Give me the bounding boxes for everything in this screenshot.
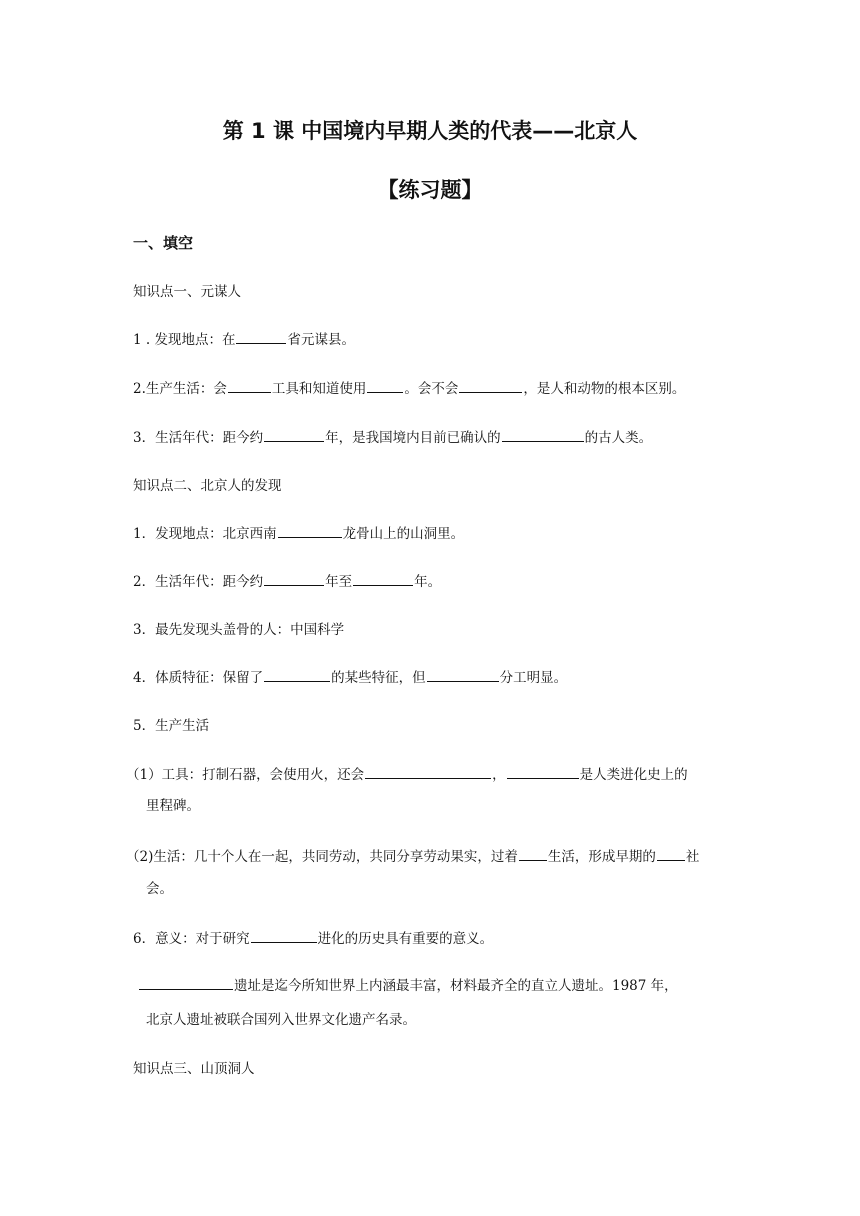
answer-blank[interactable] (139, 988, 233, 990)
question-kp2-5: 5．生产生活 (133, 718, 210, 734)
question-text: 工具和知道使用 (271, 381, 367, 397)
knowledge-point-heading: 知识点一、元谋人 (133, 284, 241, 300)
question-continuation: 里程碑。 (146, 798, 200, 814)
question-continuation: 会。 (146, 881, 173, 897)
answer-blank[interactable] (264, 440, 324, 442)
question-text: 年。 (414, 574, 442, 590)
question-text: 省元谋县。 (287, 332, 355, 348)
question-text: 1．发现地点：北京西南 (133, 526, 277, 542)
question-kp1-3 (133, 426, 652, 446)
question-kp2-7 (138, 974, 678, 994)
question-kp2-5-1 (126, 763, 688, 783)
question-text: 3．生活年代：距今约 (133, 430, 264, 446)
question-text: 1 . 发现地点：在 (133, 332, 236, 348)
answer-blank[interactable] (367, 391, 403, 393)
question-kp2-2 (133, 570, 441, 590)
question-text: 生活，形成早期的 (547, 849, 656, 865)
question-text: （1）工具：打制石器，会使用火，还会 (126, 767, 365, 783)
question-kp1-1 (133, 328, 355, 348)
knowledge-point-heading: 知识点二、北京人的发现 (133, 478, 282, 494)
answer-blank[interactable] (353, 584, 413, 586)
question-text: 分工明显。 (499, 670, 568, 686)
answer-blank[interactable] (507, 777, 579, 779)
question-kp2-1 (133, 522, 464, 542)
page-subtitle: 【练习题】 (377, 178, 483, 202)
question-text: 2.生产生活：会 (133, 381, 227, 397)
question-text: 2．生活年代：距今约 (133, 574, 264, 590)
question-text: （2)生活：几十个人在一起，共同劳动，共同分享劳动果实，过着 (126, 849, 518, 865)
question-kp2-4 (133, 666, 567, 686)
answer-blank[interactable] (264, 680, 330, 682)
answer-blank[interactable] (251, 941, 317, 943)
question-text: 6．意义：对于研究 (133, 931, 250, 947)
question-text: 。会不会 (404, 381, 459, 397)
section-heading: 一、填空 (133, 234, 194, 252)
question-kp2-6 (133, 927, 493, 947)
knowledge-point-heading: 知识点三、山顶洞人 (133, 1061, 255, 1077)
question-text: 龙骨山上的山洞里。 (342, 526, 465, 542)
question-text: 年至 (325, 574, 353, 590)
answer-blank[interactable] (228, 391, 271, 393)
answer-blank[interactable] (459, 391, 522, 393)
question-text: 进化的历史具有重要的意义。 (317, 931, 494, 947)
question-text: ，是人和动物的根本区别。 (523, 381, 686, 397)
answer-blank[interactable] (236, 342, 286, 344)
answer-blank[interactable] (365, 777, 491, 779)
answer-blank[interactable] (264, 584, 324, 586)
page-title: 第 1 课 中国境内早期人类的代表——北京人 (222, 119, 638, 143)
question-text: 的古人类。 (584, 430, 653, 446)
question-text: ， (492, 767, 506, 783)
question-text: 的某些特征，但 (331, 670, 426, 686)
question-text: 年，是我国境内目前已确认的 (325, 430, 501, 446)
question-kp1-2 (133, 377, 685, 397)
answer-blank[interactable] (657, 859, 685, 861)
answer-blank[interactable] (519, 859, 547, 861)
answer-blank[interactable] (502, 440, 584, 442)
question-text: 社 (685, 849, 700, 865)
question-text: 遗址是迄今所知世界上内涵最丰富，材料最齐全的直立人遗址。1987 年， (234, 978, 678, 994)
answer-blank[interactable] (278, 536, 342, 538)
question-text: 是人类进化史上的 (579, 767, 688, 783)
question-kp2-3: 3．最先发现头盖骨的人：中国科学 (133, 622, 345, 638)
answer-blank[interactable] (427, 680, 499, 682)
question-text: 4．体质特征：保留了 (133, 670, 264, 686)
question-kp2-5-2 (126, 845, 699, 865)
question-continuation: 北京人遗址被联合国列入世界文化遗产名录。 (146, 1012, 416, 1028)
